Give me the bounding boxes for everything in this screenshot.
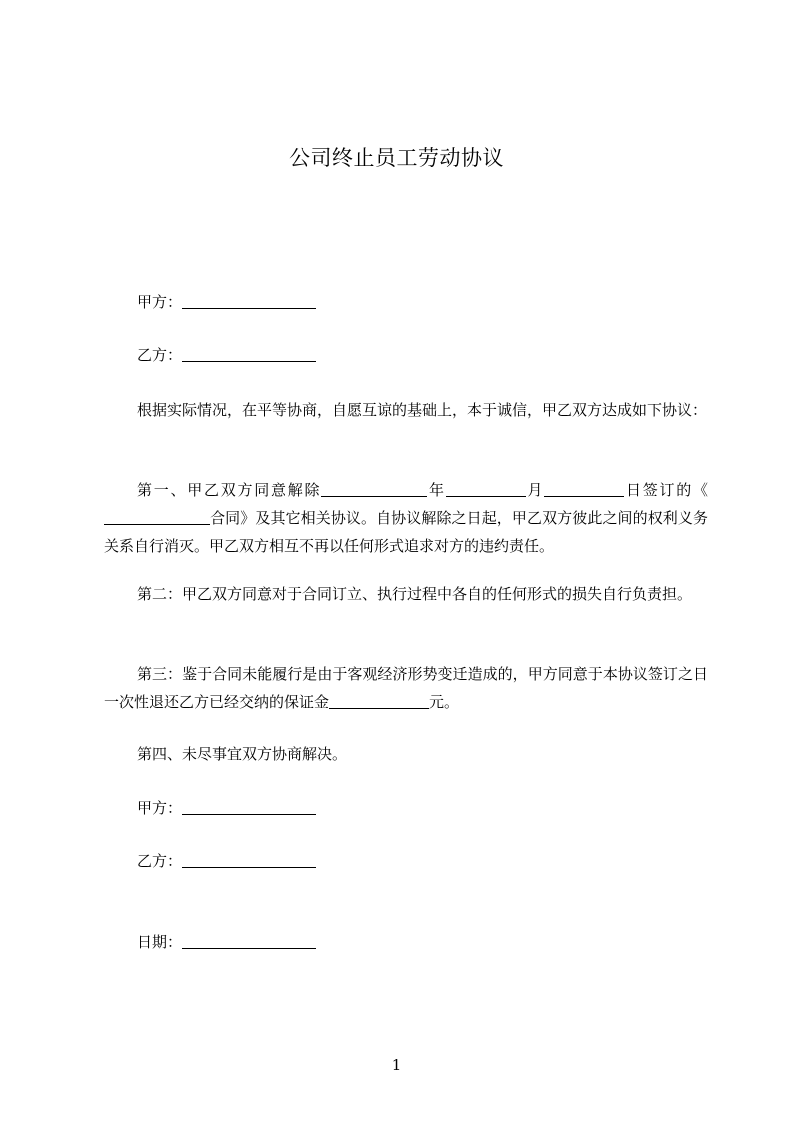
clause-1-month-blank [446,481,526,497]
page-number: 1 [391,1056,402,1074]
party-b-label: 乙方： [137,346,183,364]
clause-3-amount-blank [329,693,429,709]
clause-1-month: 月 [525,481,545,499]
party-b-blank [182,346,316,362]
date-line [137,932,316,952]
clause-2-paragraph: 第二：甲乙双方同意对于合同订立、执行过程中各自的任何形式的损失自行负责担。 [137,585,693,603]
clause-1-day-signed: 日签订的《 [624,481,708,499]
clause-1-paragraph [104,476,708,560]
sign-party-b-line [137,851,316,871]
clause-1-year: 年 [427,481,446,499]
party-a-label: 甲方： [137,293,183,311]
sign-party-b-blank [182,852,316,868]
clause-4-text: 第四、未尽事宜双方协商解决。 [137,745,348,763]
date-label: 日期： [137,933,183,951]
sign-party-b-label: 乙方： [137,852,183,870]
party-b-line [137,345,316,365]
clause-3-unit: 元。 [429,693,460,711]
clause-1-contract-blank [104,509,210,525]
intro-paragraph: 根据实际情况，在平等协商，自愿互谅的基础上，本于诚信，甲乙双方达成如下协议： [137,401,708,419]
clause-1-day-blank [544,481,624,497]
clause-1-year-blank [321,481,427,497]
sign-party-a-label: 甲方： [137,799,183,817]
party-a-blank [182,293,316,309]
sign-party-a-line [137,798,316,818]
clause-3-paragraph [104,660,708,716]
clause-1-part1: 第一、甲乙双方同意解除 [137,481,322,499]
clause-4-line [137,744,347,764]
clause-3-text: 第三：鉴于合同未能履行是由于客观经济形势变迁造成的，甲方同意于本协议签订之日一次性退还乙方已经交纳的保证金 [104,665,708,711]
clause-1-part2: 合同》及其它相关协议。自协议解除之日起，甲乙双方彼此之间的权利义务关系自行消灭。甲乙双方相互不再以任何形式追求对方的违约责任。 [104,509,708,555]
party-a-line [137,292,316,312]
sign-party-a-blank [182,799,316,815]
document-title: 公司终止员工劳动协议 [289,146,504,170]
date-blank [182,933,316,949]
